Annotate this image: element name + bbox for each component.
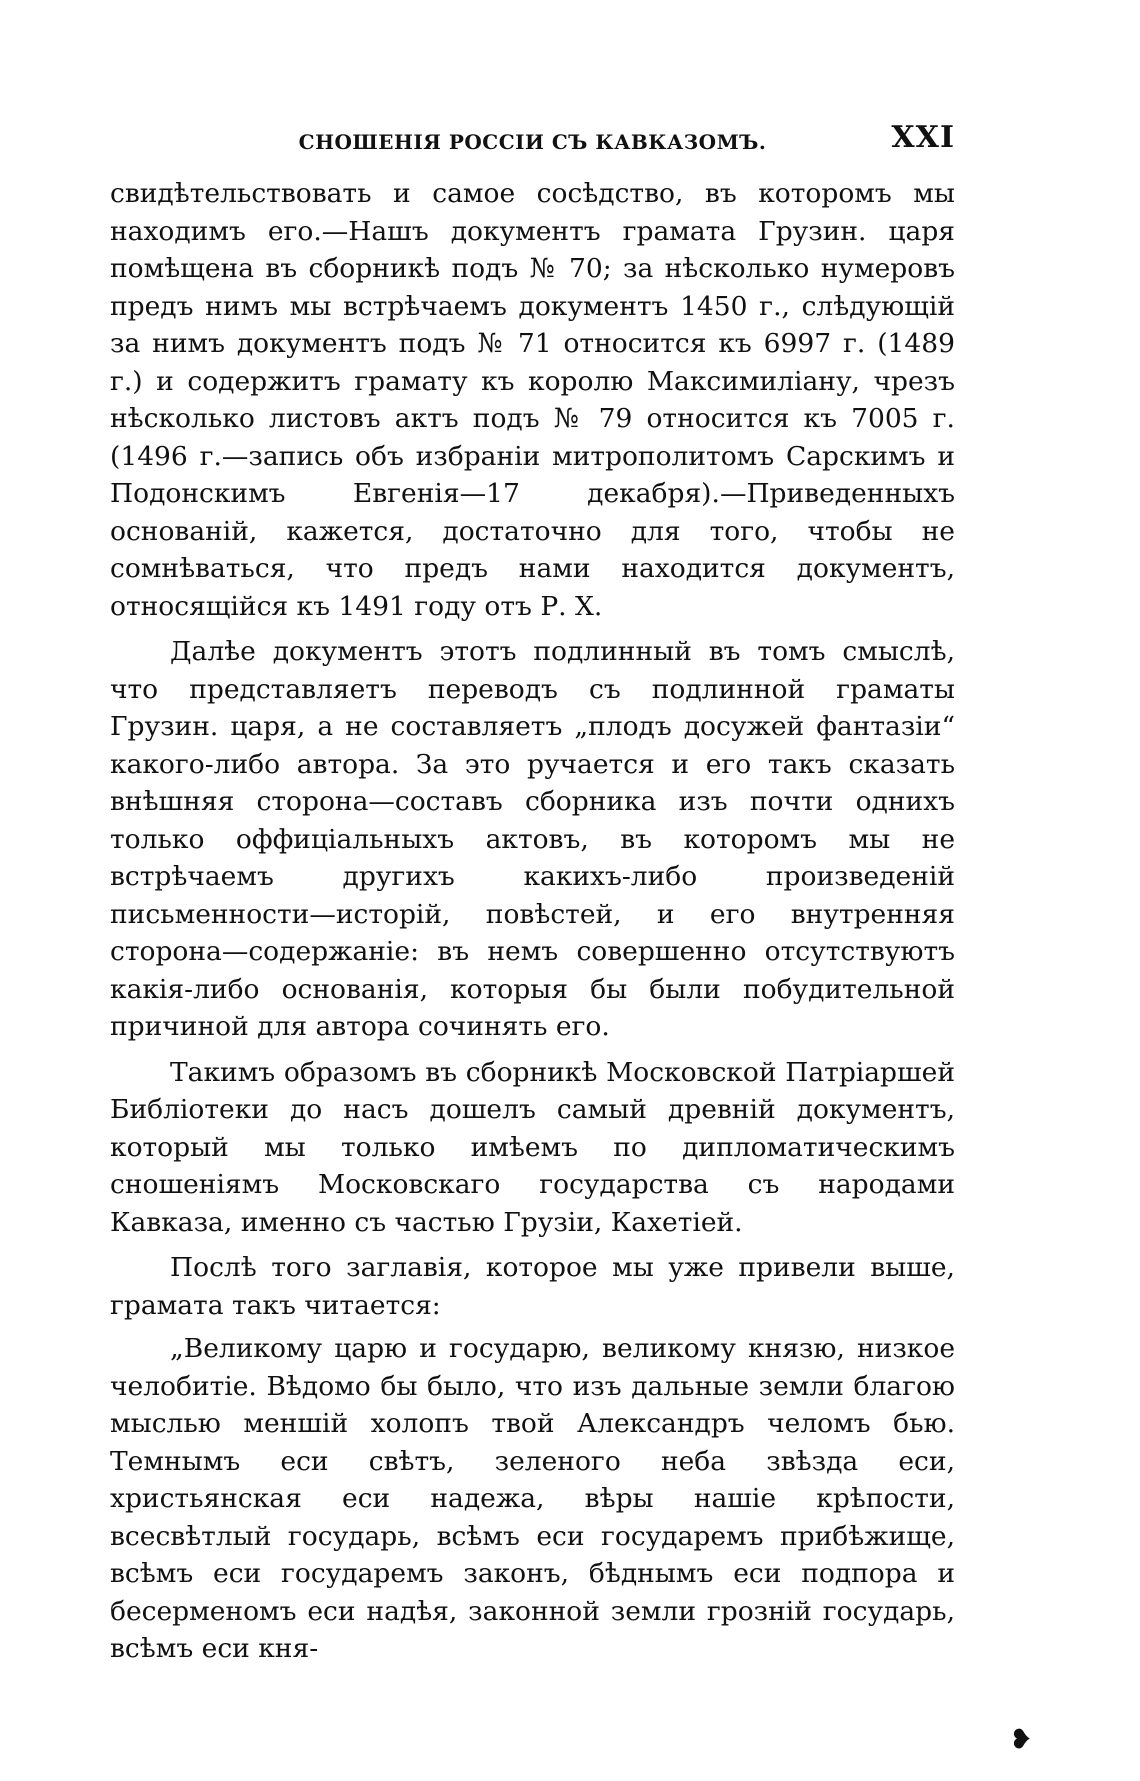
body-text [110, 175, 955, 1672]
paragraph-quotation: „Великому царю и государю, великому князю, низкое челобитіе. Вѣдомо бы было, что изъ дальные земли благою мыслью меншій холопъ твой Александръ челомъ бью. Темнымъ еси свѣтъ, зеленого неба звѣзда еси, христьянская еси надежа, вѣры нашіе крѣпости, всесвѣтлый государь, всѣмъ еси государемъ прибѣжище, всѣмъ еси государемъ законъ, бѣднымъ еси подпора и бесерменомъ еси надѣя, законной земли грозній государь, всѣмъ еси кня- [110, 1333, 955, 1664]
printer-mark-icon: ❥ [1010, 1725, 1032, 1755]
paragraph: Такимъ образомъ въ сборникѣ Московской Патріаршей Библіотеки до насъ дошелъ самый древній документъ, который мы только имѣемъ по дипломатическимъ сношеніямъ Московскаго государства съ народами Кавказа, именно съ частью Грузіи, Кахетіей. [110, 1056, 955, 1238]
paragraph-continued: свидѣтельствовать и самое соcѣдство, въ которомъ мы находимъ его.—Нашъ документъ грамата Грузин. царя помѣщена въ сборникѣ подъ № 70; за нѣсколько нумеровъ предъ нимъ мы встрѣчаемъ документъ 1450 г., слѣдующій за нимъ документъ подъ № 71 относится къ 6997 г. (1489 г.) и содержитъ грамату къ королю Максимиліану, чрезъ нѣсколько листовъ актъ подъ № 79 относится къ 7005 г. (1496 г.—запись объ избраніи митрополитомъ Сарскимъ и Подонскимъ Евгенія—17 декабря).—Приведенныхъ основаній, кажется, достаточно для того, чтобы не сомнѣваться, что предъ нами находится документъ, относящійся къ 1491 году отъ Р. Х. [110, 178, 955, 622]
page-number: XXI [891, 120, 955, 155]
paragraph: Далѣе документъ этотъ подлинный въ томъ смыслѣ, что представляетъ переводъ съ подлинной граматы Грузин. царя, а не составляетъ „плодъ досужей фантазіи“ какого-либо автора. За это ручается и его такъ сказать внѣшняя сторона—составъ сборника изъ почти однихъ только оффиціальныхъ актовъ, въ которомъ мы не встрѣчаемъ другихъ какихъ-либо произведеній письменности—исторій, повѣстей, и его внутренняя сторона—содержаніе: въ немъ совершенно отсутствуютъ какія-либо основанія, которыя бы были побудительной причиной для автора сочинять его. [110, 636, 955, 1042]
paragraph: Послѣ того заглавія, которое мы уже привели выше, грамата такъ читается: [110, 1252, 955, 1321]
running-title: СНОШЕНІЯ РОССІИ СЪ КАВКАЗОМЪ. [298, 130, 767, 154]
running-head [110, 120, 955, 160]
